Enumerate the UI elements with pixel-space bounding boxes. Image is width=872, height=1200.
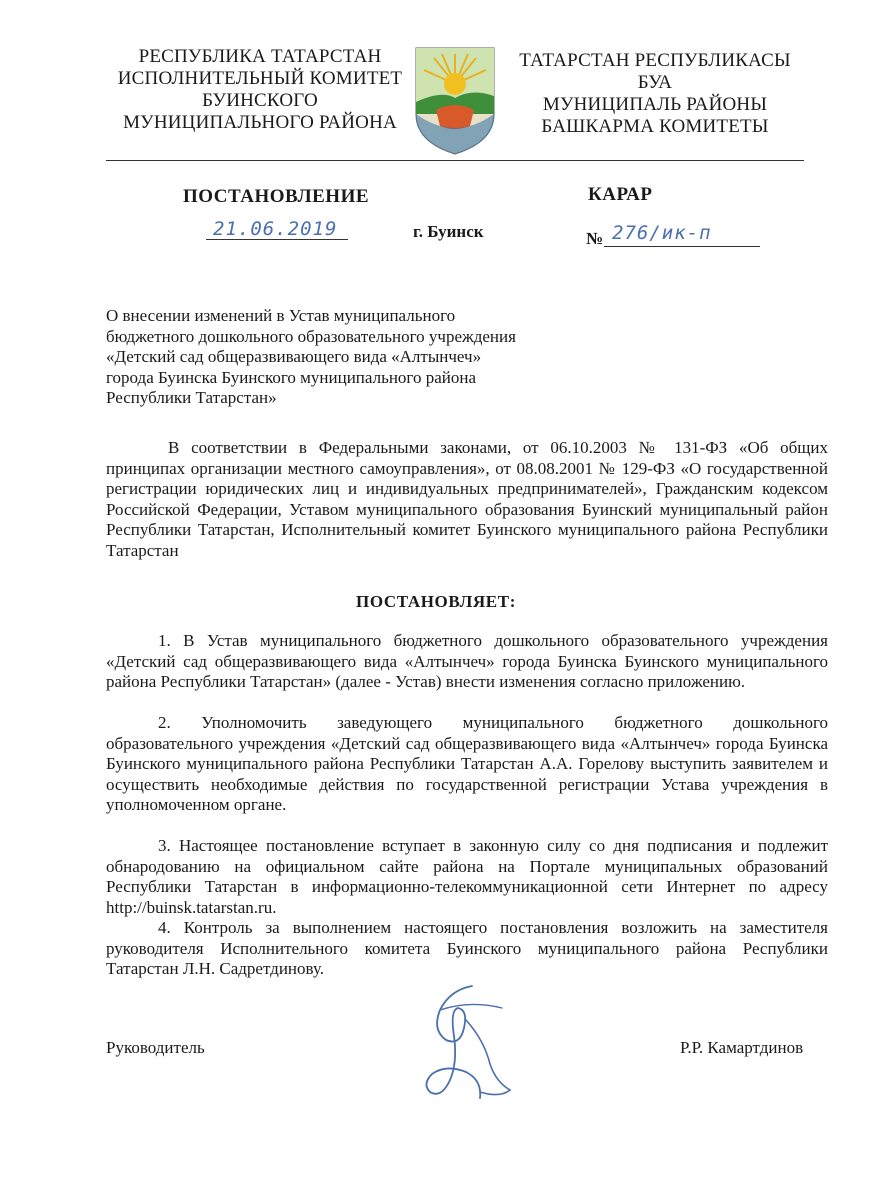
header-right-line: МУНИЦИПАЛЬ РАЙОНЫ [542, 94, 768, 115]
resolution-item: 1. В Устав муниципального бюджетного дошкольного образовательного учреждения «Детский сад общеразвивающего вида «Алтынчеч» города Буинска Буинского муниципального района Республики Татарстан» (далее - Устав) внести изменения согласно приложению. [106, 631, 828, 691]
date-underline [206, 239, 348, 240]
preamble-paragraph: В соответствии в Федеральными законами, от 06.10.2003 № 131-ФЗ «Об общих принципах организации местного самоуправления», от 08.08.2001 № 129-ФЗ «О государственной регистрации юридических лиц и индивидуальных предпринимателей», Гражданским кодексом Российской Федерации, Уставом муниципального образования Буинский муниципальный район Республики Татарстан, Исполнительный комитет Буинского муниципального района Республики Татарстан [106, 438, 828, 560]
document-subject [106, 306, 626, 409]
resolution-item: 3. Настоящее постановление вступает в законную силу со дня подписания и подлежит обнародованию на официальном сайте района на Портале муниципальных образований Республики Татарстан в информационно-телекоммуникационной сети Интернет по адресу http://buinsk.tatarstan.ru. [106, 836, 828, 917]
document-city: г. Буинск [413, 222, 484, 241]
resolution-item: 4. Контроль за выполнением настоящего постановления возложить на заместителя руководителя Исполнительного комитета Буинского муниципального района Республики Татарстан Л.Н. Садретдинову. [106, 918, 828, 978]
signatory-name: Р.Р. Камартдинов [680, 1038, 804, 1057]
document-date: 21.06.2019 [213, 218, 338, 240]
header-left-org [100, 46, 420, 134]
number-sign: № [586, 229, 604, 248]
header-left-line: ИСПОЛНИТЕЛЬНЫЙ КОМИТЕТ [117, 68, 403, 89]
subject-line: Республики Татарстан» [106, 388, 277, 407]
wheat-sheaf [436, 105, 474, 129]
subject-line: бюджетного дошкольного образовательного учреждения [106, 326, 516, 346]
resolution-item: 2. Уполномочить заведующего муниципального бюджетного дошкольного образовательного учреждения «Детский сад общеразвивающего вида «Алтынчеч» города Буинска Буинского муниципального района Республики Татарстан А.А. Горелову выступить заявителем и осуществить необходимые действия по государственной регистрации Устава учреждения в уполномоченном органе. [106, 713, 828, 814]
header-right-line: БУА [637, 72, 673, 93]
header-left-line: МУНИЦИПАЛЬНОГО РАЙОНА [123, 112, 397, 133]
header-right-org [500, 50, 810, 138]
header-left-line: БУИНСКОГО [202, 90, 318, 111]
document-type-tt: КАРАР [588, 184, 653, 205]
header-divider [106, 160, 804, 161]
header-left-line: РЕСПУБЛИКА ТАТАРСТАН [138, 46, 382, 67]
header-right-line: БАШКАРМА КОМИТЕТЫ [541, 116, 769, 137]
subject-line: «Детский сад общеразвивающего вида «Алтынчеч» [106, 347, 482, 366]
resolves-heading: ПОСТАНОВЛЯЕТ: [356, 592, 516, 611]
subject-line: города Буинска Буинского муниципального района [106, 367, 477, 387]
sun-icon [444, 73, 466, 95]
coat-of-arms-emblem [412, 44, 498, 156]
header-right-line: ТАТАРСТАН РЕСПУБЛИКАСЫ [519, 50, 791, 71]
document-type-ru: ПОСТАНОВЛЕНИЕ [183, 186, 370, 207]
handwritten-signature [410, 980, 520, 1108]
signatory-role: Руководитель [106, 1038, 205, 1057]
number-underline [604, 246, 760, 247]
document-number: 276/ик-п [612, 222, 712, 244]
subject-line: О внесении изменений в Устав муниципального [106, 306, 456, 325]
